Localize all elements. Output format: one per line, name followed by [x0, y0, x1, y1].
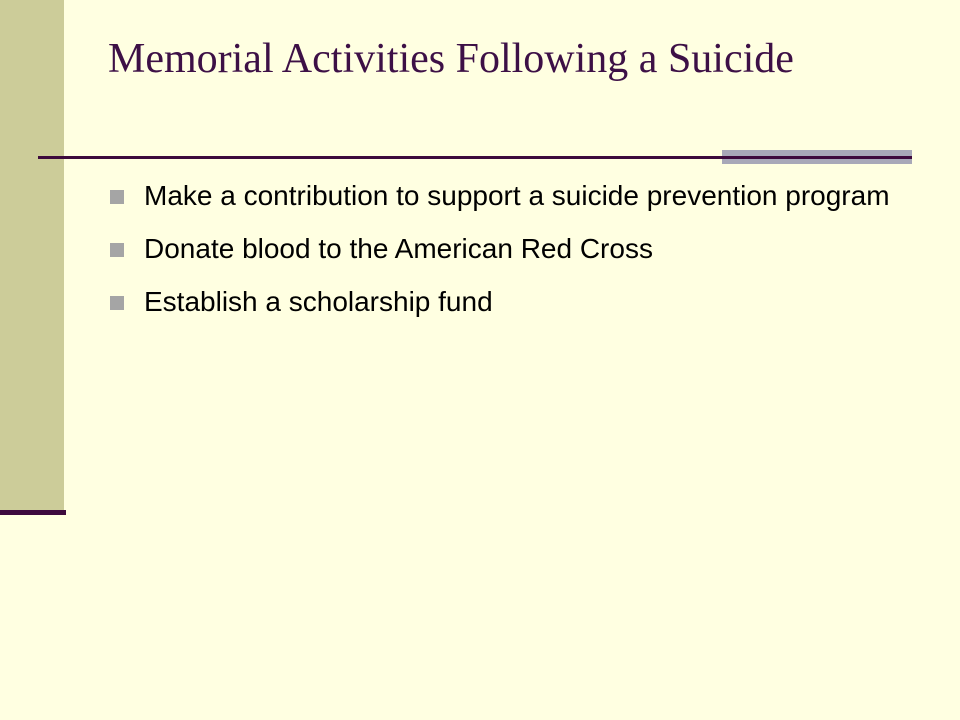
side-bar-bottom-rule [0, 510, 66, 515]
bullet-list [110, 178, 900, 337]
slide-title: Memorial Activities Following a Suicide [108, 36, 794, 82]
bullet-text: Make a contribution to support a suicide prevention program [144, 180, 890, 211]
title-underline-accent [722, 150, 912, 164]
decorative-side-bar [0, 0, 64, 510]
square-bullet-icon [110, 296, 124, 310]
bullet-item [110, 231, 900, 267]
bullet-item [110, 284, 900, 320]
square-bullet-icon [110, 190, 124, 204]
square-bullet-icon [110, 243, 124, 257]
bullet-item [110, 178, 900, 214]
bullet-text: Establish a scholarship fund [144, 286, 493, 317]
bullet-text: Donate blood to the American Red Cross [144, 233, 653, 264]
